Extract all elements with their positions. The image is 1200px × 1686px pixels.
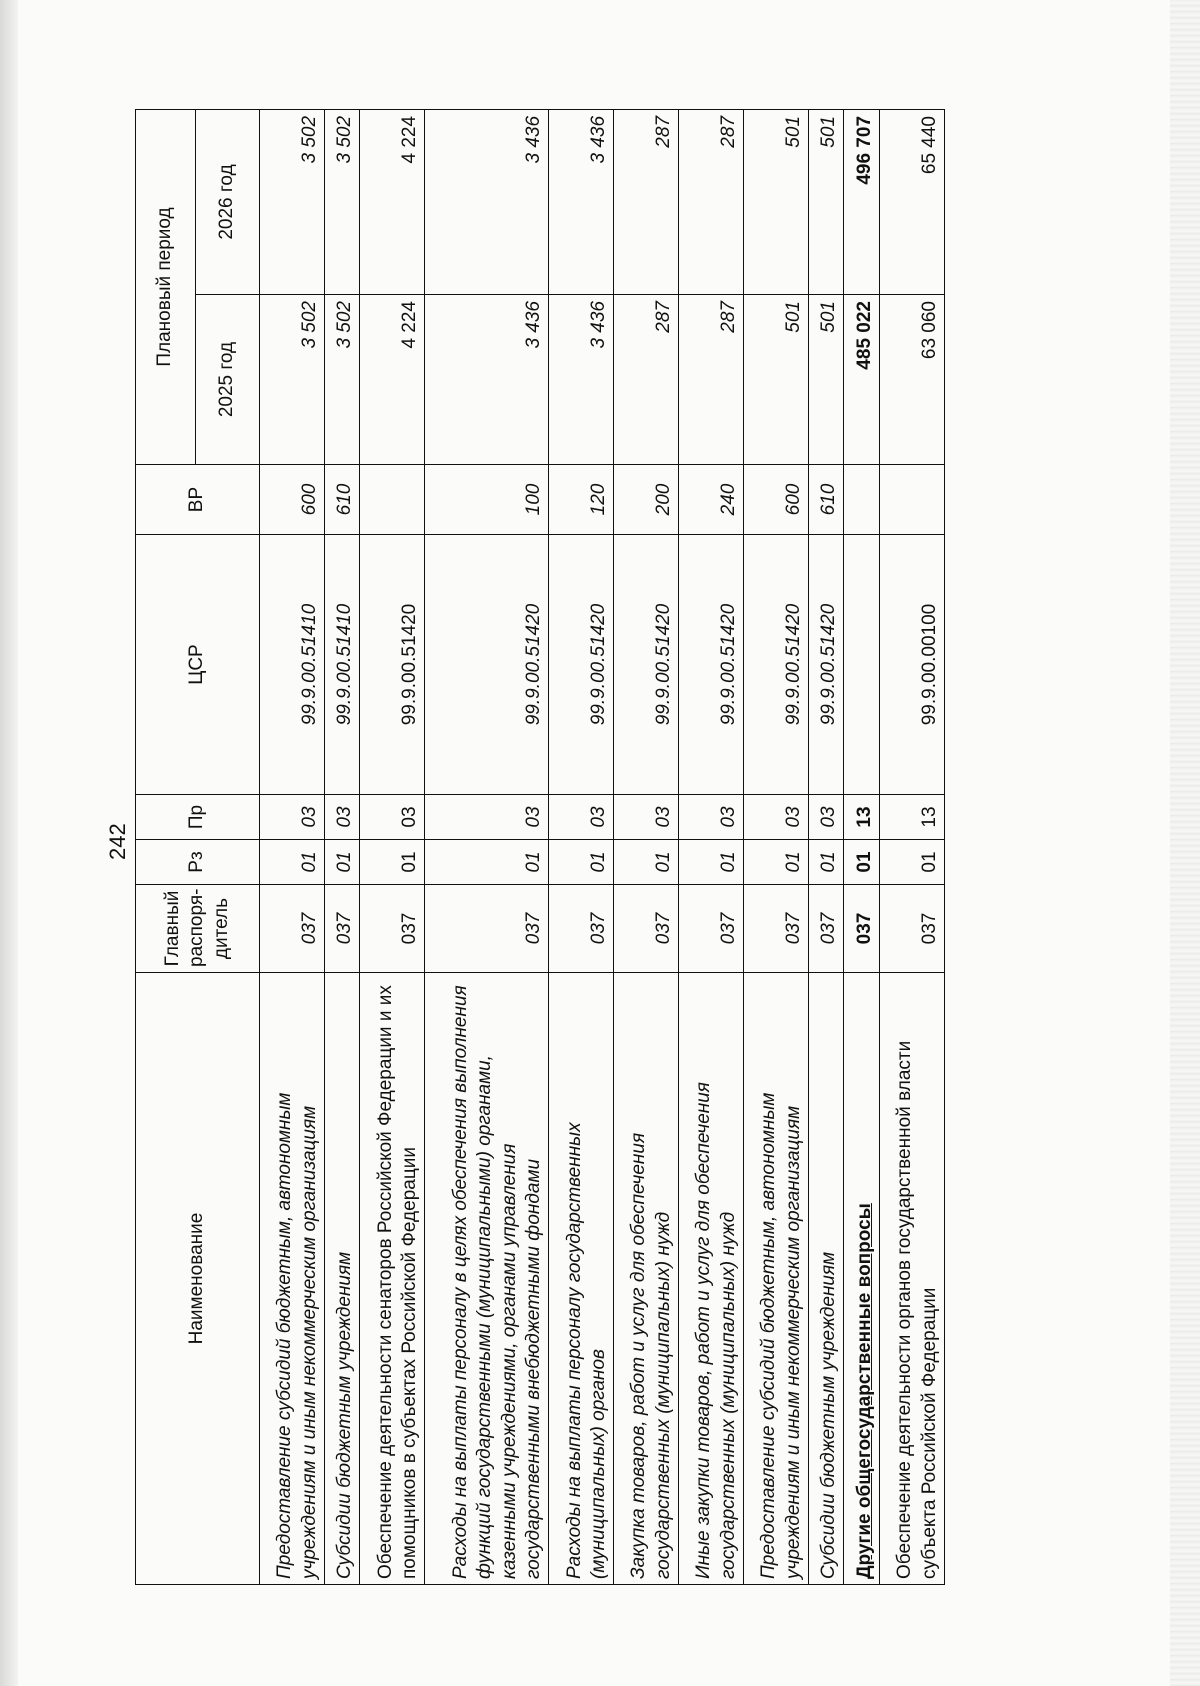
row-rz: 01 <box>614 840 679 885</box>
row-rz: 01 <box>879 840 944 885</box>
row-rz: 01 <box>679 840 744 885</box>
table-row <box>425 109 549 1584</box>
row-vr: 100 <box>425 465 549 535</box>
row-pr: 13 <box>879 795 944 840</box>
header-year-2025: 2025 год <box>196 295 260 465</box>
row-pr: 03 <box>360 795 425 840</box>
row-rz: 01 <box>808 840 844 885</box>
row-vr: 610 <box>808 465 844 535</box>
row-amount-2026: 496 707 <box>844 109 880 294</box>
budget-table <box>135 109 945 1585</box>
row-name: Субсидии бюджетным учреждениям <box>324 973 360 1585</box>
row-vr: 600 <box>744 465 809 535</box>
row-amount-2026: 501 <box>744 109 809 294</box>
row-csr: 99.9.00.51420 <box>808 535 844 795</box>
row-name: Обеспечение деятельности органов государственной власти субъекта Российской Федерации <box>879 973 944 1585</box>
header-name: Наименование <box>136 973 260 1585</box>
row-vr <box>360 465 425 535</box>
table-body <box>260 109 945 1584</box>
row-pr: 03 <box>549 795 614 840</box>
row-pr: 03 <box>324 795 360 840</box>
row-chief-administrator: 037 <box>808 885 844 973</box>
row-rz: 01 <box>744 840 809 885</box>
row-amount-2026: 287 <box>679 109 744 294</box>
table-row <box>549 109 614 1584</box>
row-pr: 03 <box>260 795 325 840</box>
row-name: Расходы на выплаты персоналу в целях обеспечения выполнения функций государственными (муниципальными) органами, казенными учреждениями, органами управления государственными внебюджетными фондами <box>425 973 549 1585</box>
row-pr: 03 <box>808 795 844 840</box>
row-amount-2025: 287 <box>614 295 679 465</box>
row-csr: 99.9.00.51420 <box>744 535 809 795</box>
header-pr: Пр <box>136 795 260 840</box>
row-rz: 01 <box>425 840 549 885</box>
row-name: Расходы на выплаты персоналу государственных (муниципальных) органов <box>549 973 614 1585</box>
row-vr: 610 <box>324 465 360 535</box>
row-csr: 99.9.00.51420 <box>425 535 549 795</box>
row-rz: 01 <box>844 840 880 885</box>
row-vr <box>844 465 880 535</box>
row-csr: 99.9.00.51410 <box>324 535 360 795</box>
row-amount-2026: 3 436 <box>425 109 549 294</box>
row-amount-2025: 3 502 <box>260 295 325 465</box>
row-name: Предоставление субсидий бюджетным, автономным учреждениям и иным некоммерческим организациям <box>744 973 809 1585</box>
header-chief-administrator: Главный распоря-дитель <box>136 885 260 973</box>
row-amount-2026: 3 502 <box>260 109 325 294</box>
scan-edge-right <box>1170 0 1200 1686</box>
row-pr: 03 <box>744 795 809 840</box>
row-amount-2026: 501 <box>808 109 844 294</box>
row-chief-administrator: 037 <box>844 885 880 973</box>
row-amount-2025: 485 022 <box>844 295 880 465</box>
page-number: 242 <box>105 823 130 860</box>
table-row <box>614 109 679 1584</box>
table-row <box>744 109 809 1584</box>
row-csr <box>844 535 880 795</box>
header-vr: ВР <box>136 465 260 535</box>
row-csr: 99.9.00.51420 <box>360 535 425 795</box>
row-chief-administrator: 037 <box>360 885 425 973</box>
row-rz: 01 <box>360 840 425 885</box>
table-row <box>360 109 425 1584</box>
table-row <box>879 109 944 1584</box>
budget-table-container <box>135 110 945 1585</box>
row-chief-administrator: 037 <box>614 885 679 973</box>
row-rz: 01 <box>260 840 325 885</box>
row-amount-2025: 501 <box>808 295 844 465</box>
row-pr: 03 <box>614 795 679 840</box>
row-vr: 200 <box>614 465 679 535</box>
row-name: Другие общегосударственные вопросы <box>844 973 880 1585</box>
row-name: Субсидии бюджетным учреждениям <box>808 973 844 1585</box>
header-csr: ЦСР <box>136 535 260 795</box>
table-row <box>324 109 360 1584</box>
row-amount-2026: 287 <box>614 109 679 294</box>
row-chief-administrator: 037 <box>425 885 549 973</box>
table-row <box>679 109 744 1584</box>
row-amount-2026: 3 502 <box>324 109 360 294</box>
row-amount-2025: 3 436 <box>549 295 614 465</box>
row-vr: 600 <box>260 465 325 535</box>
row-name: Иные закупки товаров, работ и услуг для обеспечения государственных (муниципальных) нужд <box>679 973 744 1585</box>
table-row <box>808 109 844 1584</box>
row-name: Обеспечение деятельности сенаторов Российской Федерации и их помощников в субъектах Российской Федерации <box>360 973 425 1585</box>
row-chief-administrator: 037 <box>879 885 944 973</box>
row-chief-administrator: 037 <box>679 885 744 973</box>
table-row <box>844 109 880 1584</box>
header-year-2026: 2026 год <box>196 109 260 294</box>
row-chief-administrator: 037 <box>744 885 809 973</box>
row-name: Закупка товаров, работ и услуг для обеспечения государственных (муниципальных) нужд <box>614 973 679 1585</box>
row-amount-2025: 287 <box>679 295 744 465</box>
row-rz: 01 <box>324 840 360 885</box>
row-amount-2025: 63 060 <box>879 295 944 465</box>
header-planned-period: Плановый период <box>136 109 196 464</box>
row-amount-2025: 501 <box>744 295 809 465</box>
row-csr: 99.9.00.51410 <box>260 535 325 795</box>
row-amount-2025: 3 436 <box>425 295 549 465</box>
row-amount-2026: 65 440 <box>879 109 944 294</box>
row-csr: 99.9.00.51420 <box>549 535 614 795</box>
row-name: Предоставление субсидий бюджетным, автономным учреждениям и иным некоммерческим организациям <box>260 973 325 1585</box>
row-csr: 99.9.00.51420 <box>679 535 744 795</box>
row-chief-administrator: 037 <box>549 885 614 973</box>
row-vr: 120 <box>549 465 614 535</box>
row-amount-2026: 3 436 <box>549 109 614 294</box>
table-row <box>260 109 325 1584</box>
row-rz: 01 <box>549 840 614 885</box>
row-amount-2026: 4 224 <box>360 109 425 294</box>
row-chief-administrator: 037 <box>260 885 325 973</box>
row-amount-2025: 4 224 <box>360 295 425 465</box>
row-chief-administrator: 037 <box>324 885 360 973</box>
row-csr: 99.9.00.00100 <box>879 535 944 795</box>
row-pr: 03 <box>679 795 744 840</box>
row-vr <box>879 465 944 535</box>
row-amount-2025: 3 502 <box>324 295 360 465</box>
scan-edge-left <box>0 0 18 1686</box>
header-rz: Рз <box>136 840 260 885</box>
row-csr: 99.9.00.51420 <box>614 535 679 795</box>
row-pr: 13 <box>844 795 880 840</box>
row-vr: 240 <box>679 465 744 535</box>
row-pr: 03 <box>425 795 549 840</box>
